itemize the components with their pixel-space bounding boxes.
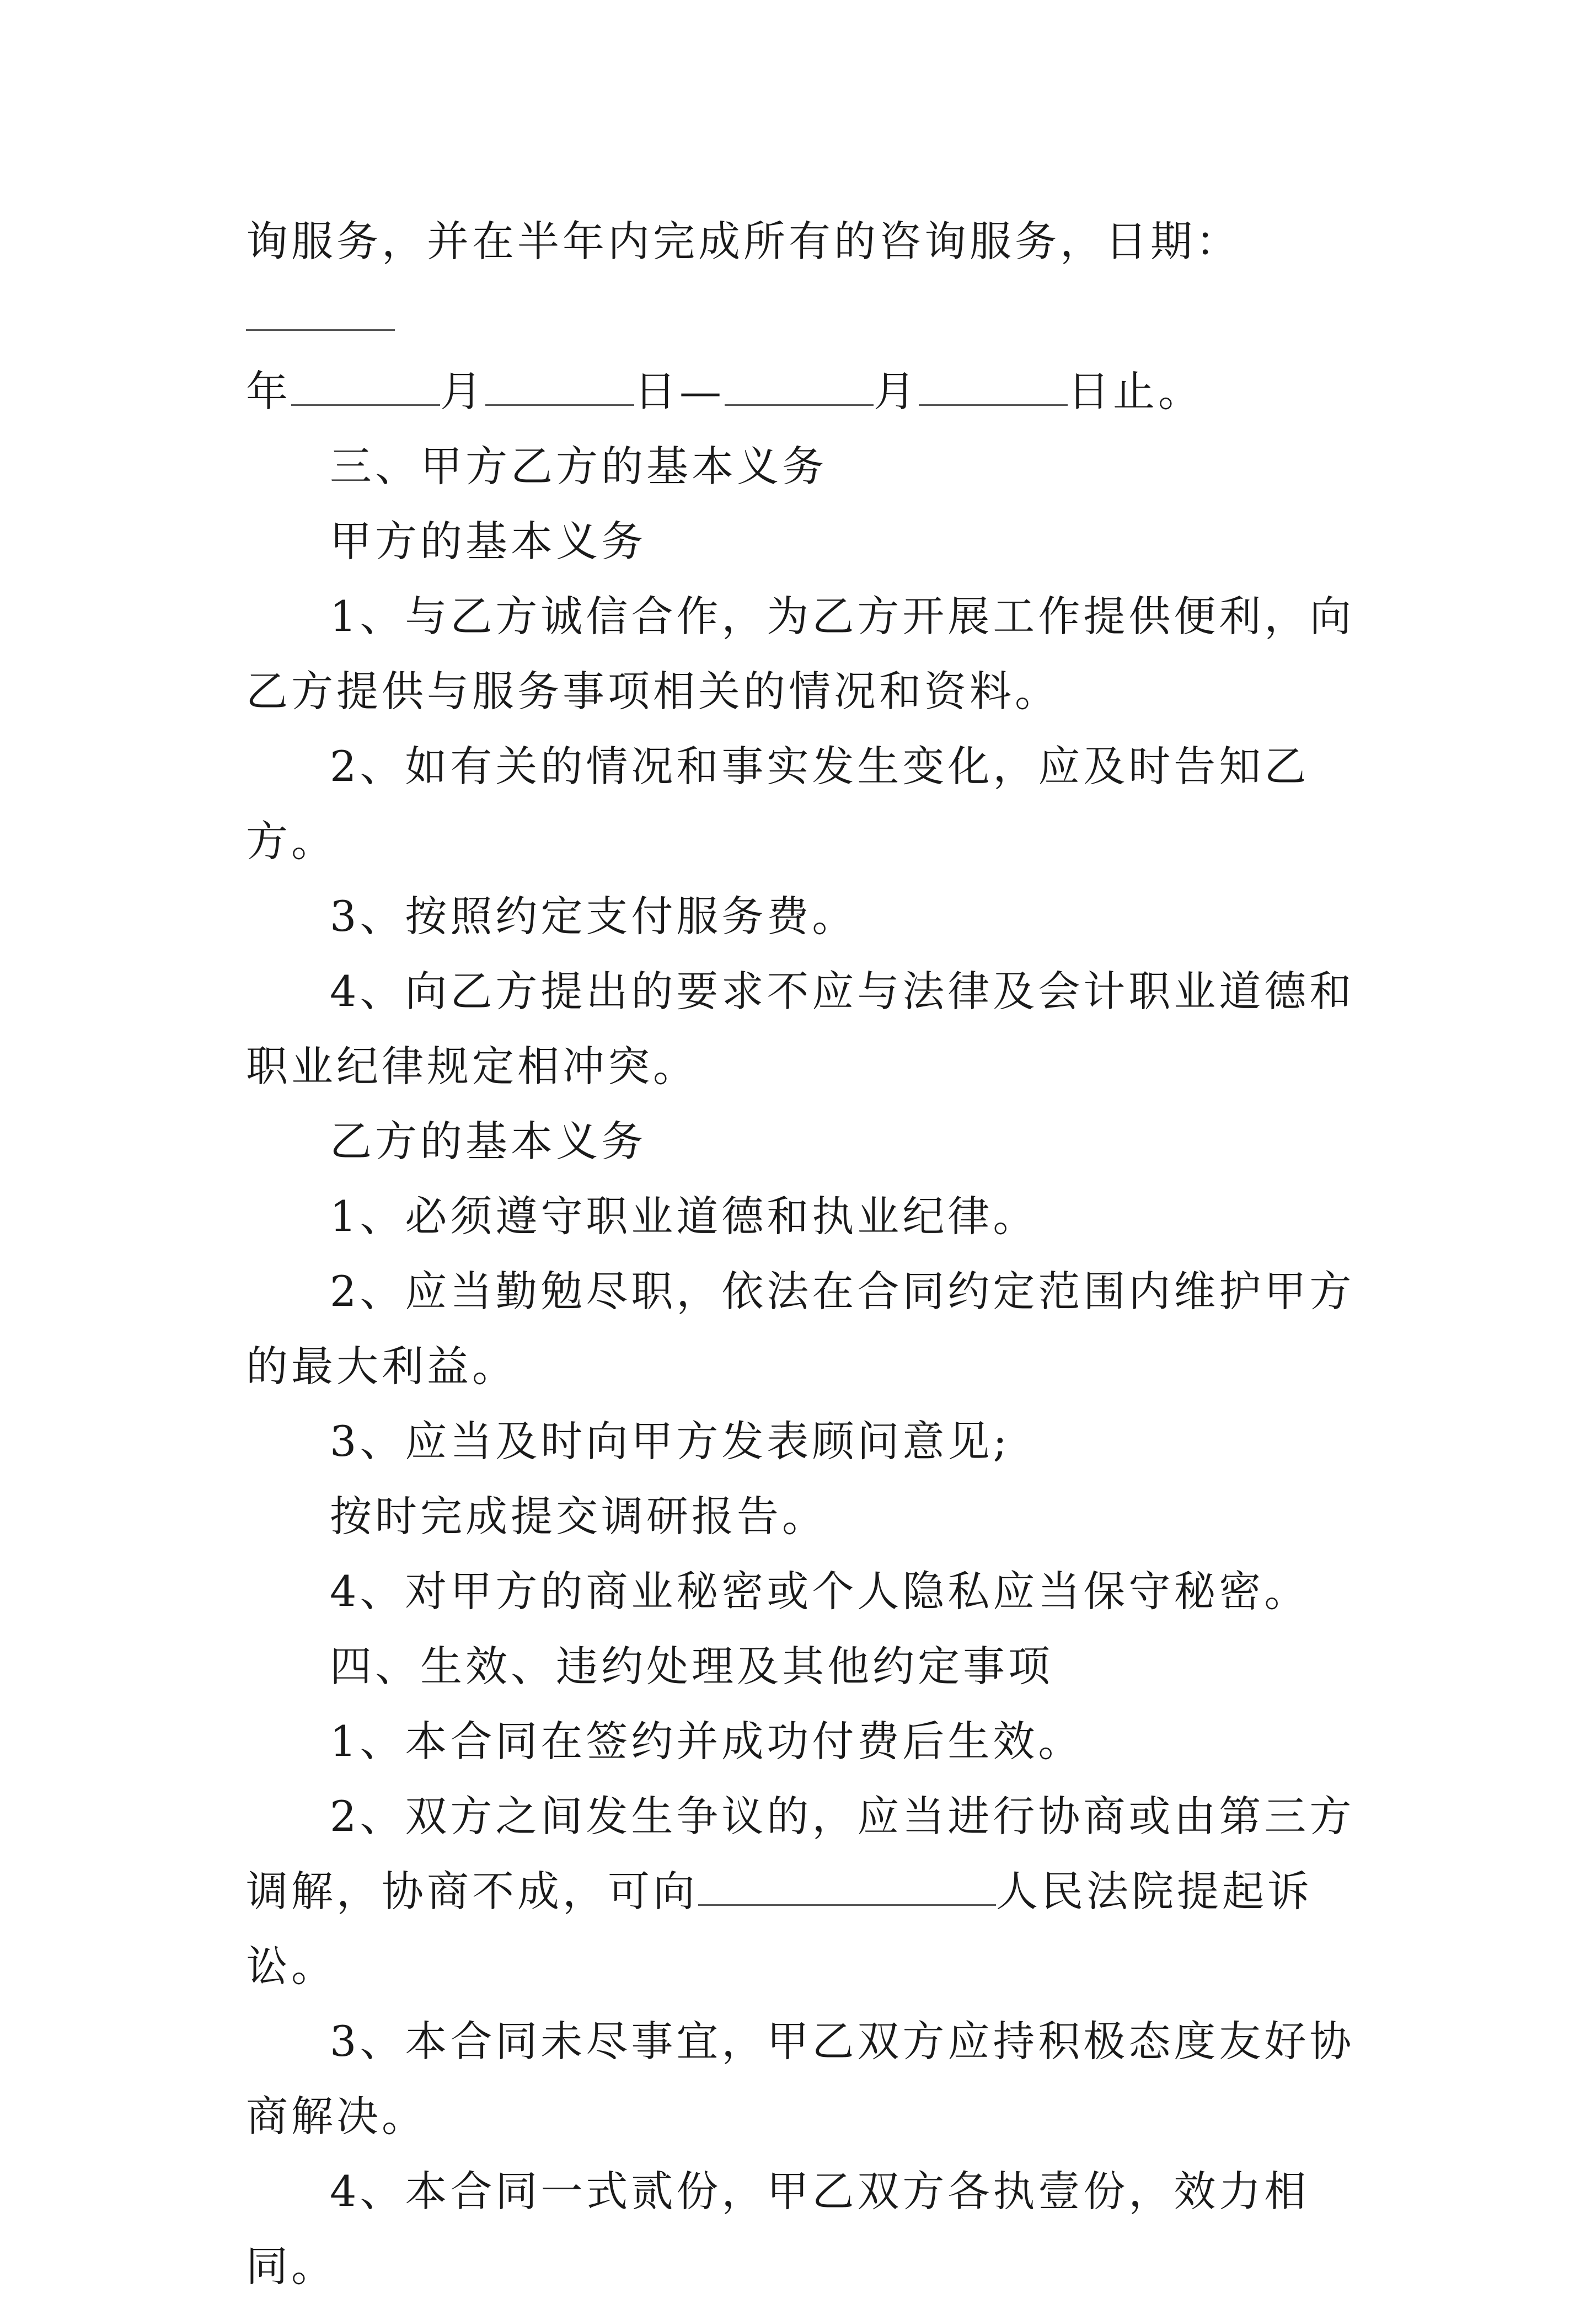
party-a-item-1: 1、与乙方诚信合作，为乙方开展工作提供便利，向乙方提供与服务事项相关的情况和资料。	[246, 592, 1355, 716]
blank-year-field	[246, 294, 395, 331]
text-service-date-intro: 询服务，并在半年内完成所有的咨询服务，日期：	[246, 217, 1241, 266]
clause-4: 4、本合同一式贰份，甲乙双方各执壹份，效力相同。	[246, 2167, 1310, 2291]
party-b-item-3: 3、应当及时向甲方发表顾问意见;	[330, 1417, 1010, 1466]
blank-end-month-field	[725, 369, 874, 406]
text-end-month: 月	[874, 367, 919, 416]
text-year: 年	[246, 367, 291, 416]
party-a-item-4: 4、向乙方提出的要求不应与法律及会计职业道德和职业纪律规定相冲突。	[246, 967, 1355, 1091]
party-a-heading: 甲方的基本义务	[330, 517, 646, 566]
clause-3: 3、本合同未尽事宜，甲乙双方应持积极态度友好协商解决。	[246, 2017, 1355, 2141]
clause-2-court-suffix: 人民法院提起诉讼。	[246, 1867, 1313, 1991]
blank-day-field	[485, 369, 634, 406]
blank-end-day-field	[919, 369, 1068, 406]
party-b-heading: 乙方的基本义务	[330, 1117, 646, 1166]
text-month: 月	[440, 367, 485, 416]
blank-court-name-field	[698, 1869, 996, 1906]
text-day-dash: 日—	[634, 367, 725, 416]
clause-2	[246, 1779, 1365, 2004]
party-a-item-3: 3、按照约定支付服务费。	[330, 892, 858, 941]
party-b-item-4: 4、对甲方的商业秘密或个人隐私应当保守秘密。	[330, 1567, 1310, 1616]
party-b-item-2: 2、应当勤勉尽职，依法在合同约定范围内维护甲方的最大利益。	[246, 1267, 1355, 1391]
text-end-day: 日止。	[1068, 367, 1203, 416]
section-4-heading: 四、生效、违约处理及其他约定事项	[330, 1642, 1053, 1691]
document-body	[246, 204, 1365, 2304]
party-b-item-1: 1、必须遵守职业道德和执业纪律。	[330, 1192, 1038, 1241]
section-3-heading: 三、甲方乙方的基本义务	[330, 442, 827, 491]
blank-month-field	[291, 369, 440, 406]
paragraph-service-period	[246, 204, 1365, 429]
party-a-item-2: 2、如有关的情况和事实发生变化，应及时告知乙方。	[246, 742, 1310, 866]
clause-2-text: 2、双方之间发生争议的，应当进行协商或由第三方调解，协商不成，可向	[246, 1792, 1355, 1916]
party-b-item-3-continued: 按时完成提交调研报告。	[330, 1492, 827, 1541]
clause-1: 1、本合同在签约并成功付费后生效。	[330, 1717, 1084, 1766]
